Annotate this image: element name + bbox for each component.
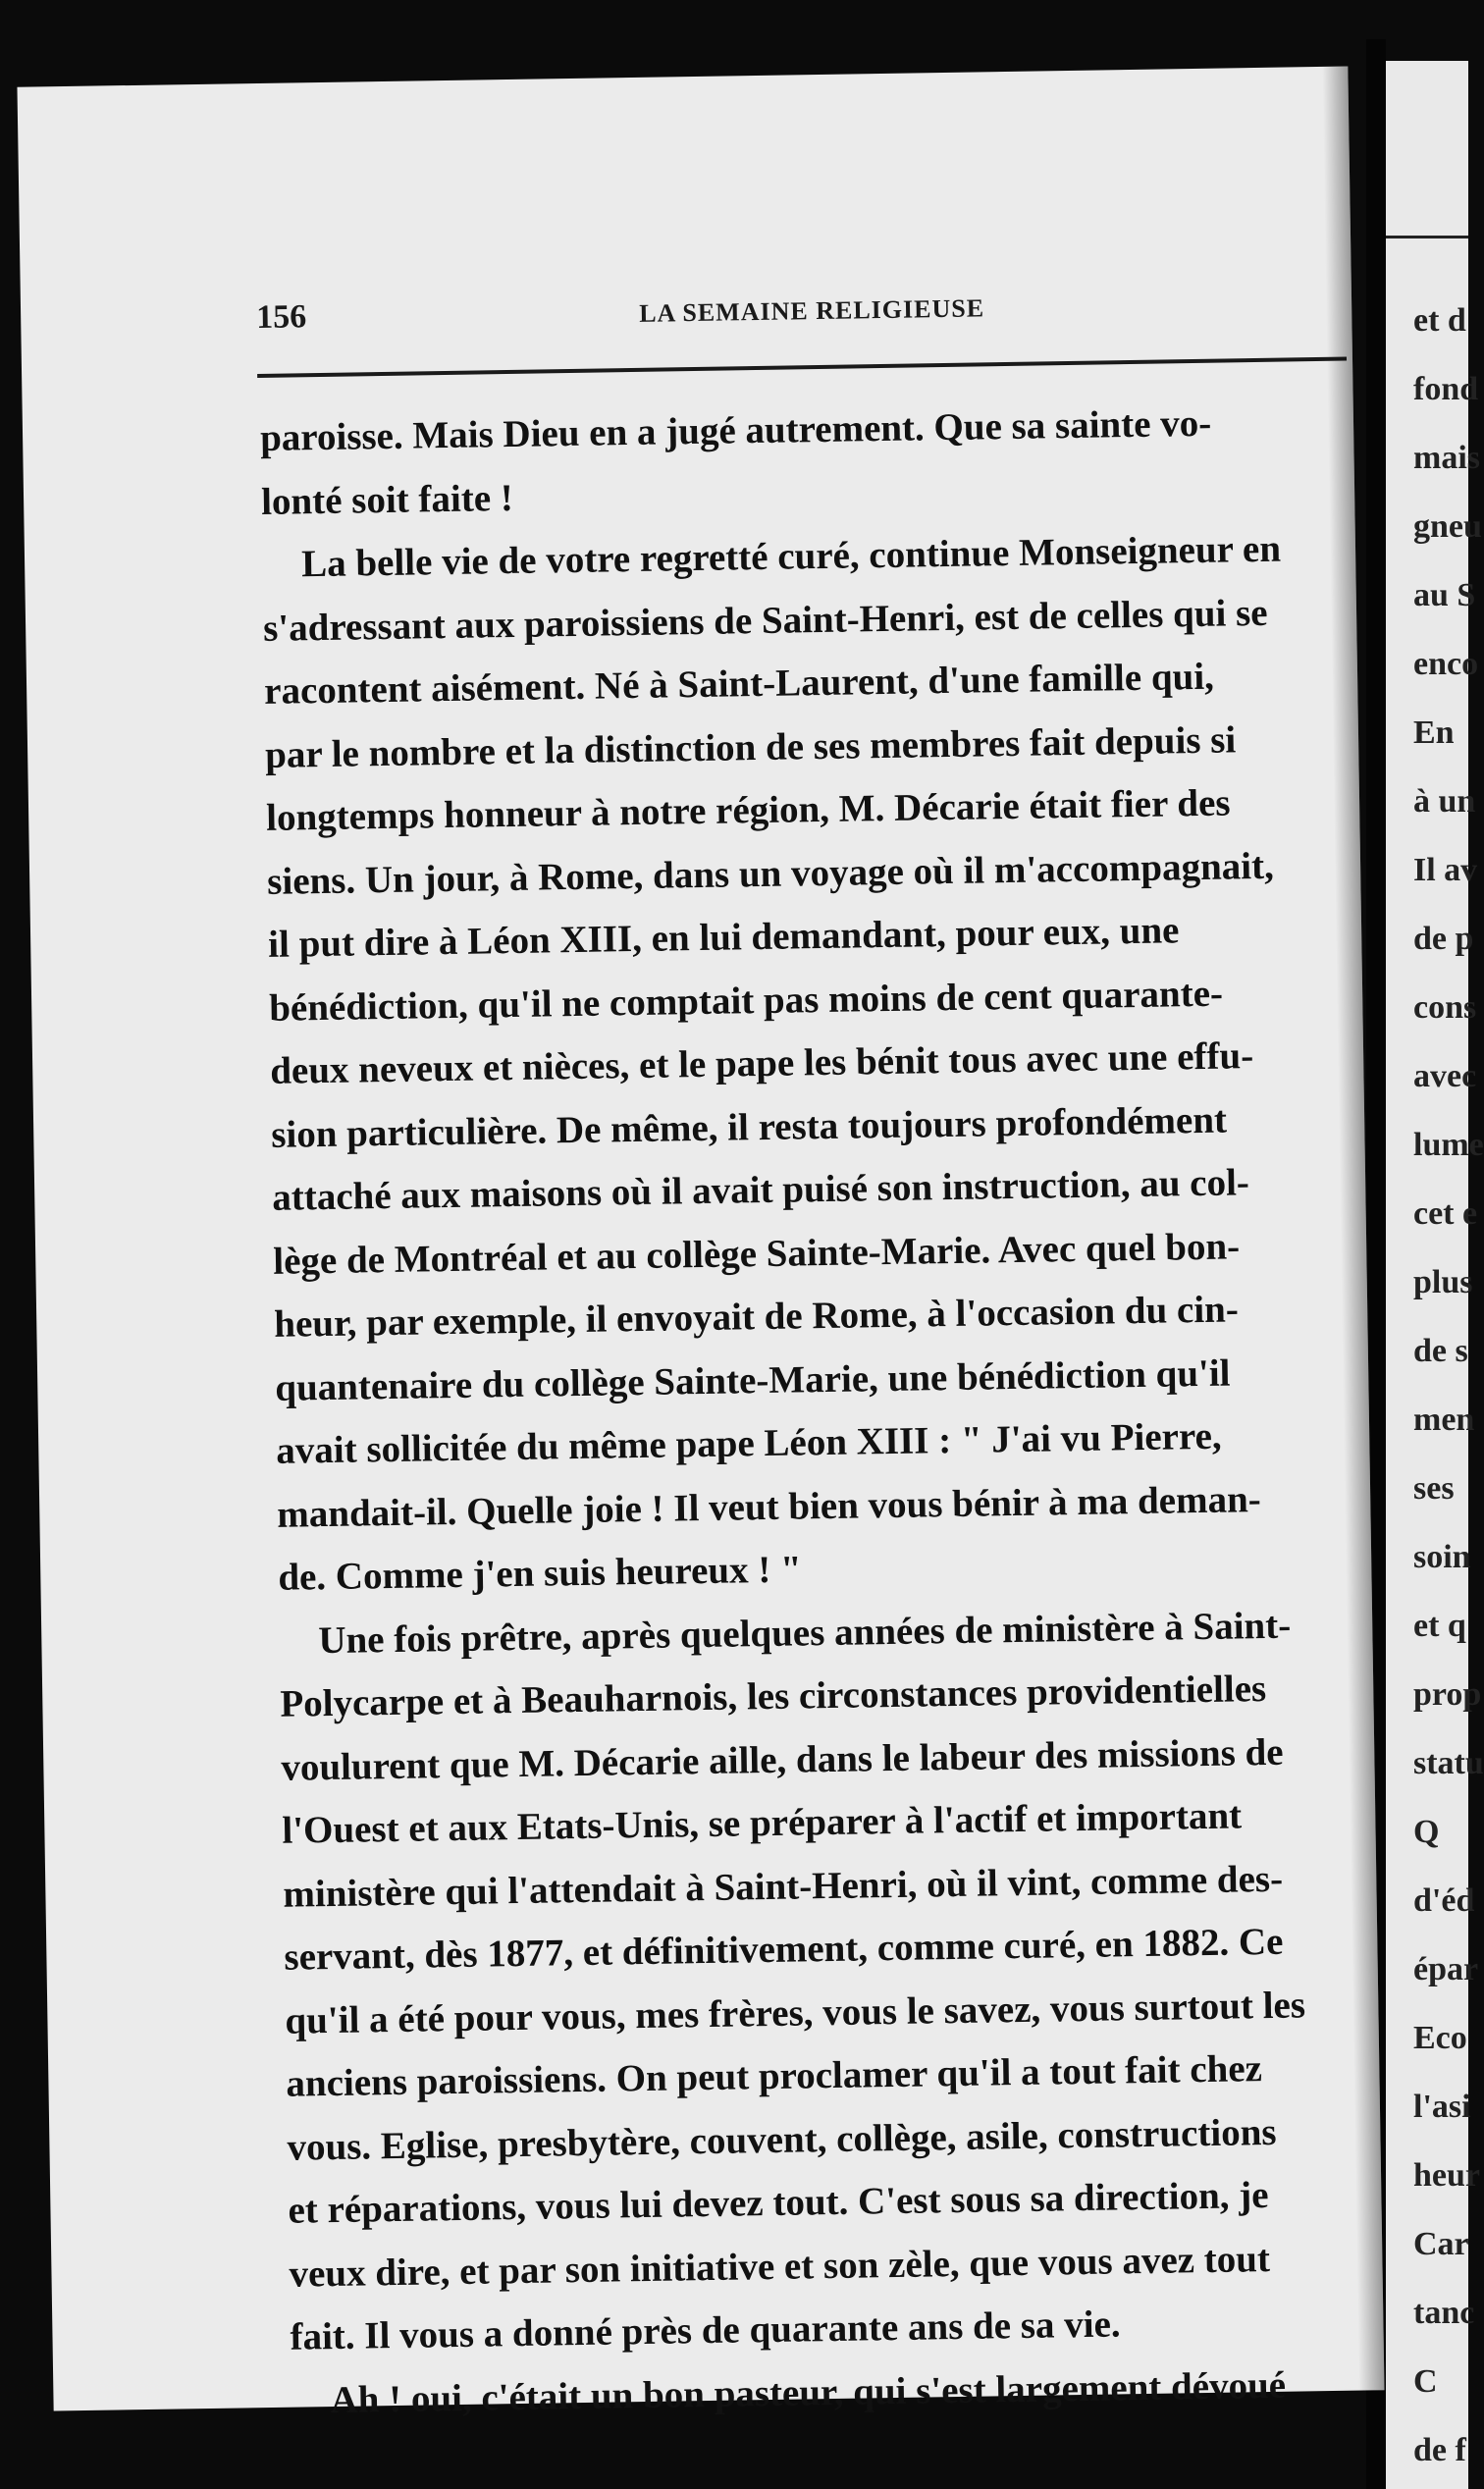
- facing-fragment: gneu: [1413, 508, 1482, 545]
- facing-fragment: Eco: [1413, 2020, 1467, 2056]
- text-line: avait sollicitée du même pape Léon XIII : " J'ai vu Pierre,: [276, 1414, 1222, 1472]
- text-line: anciens paroissiens. On peut proclamer qu'il a tout fait chez: [286, 2047, 1263, 2105]
- text-line: Polycarpe et à Beauharnois, les circonstances providentielles: [280, 1668, 1267, 1725]
- text-line: ministère qui l'attendait à Saint-Henri, où il vint, comme des-: [283, 1857, 1284, 1916]
- header-rule: [257, 357, 1347, 378]
- text-line: par le nombre et la distinction de ses membres fait depuis si: [264, 717, 1237, 776]
- page-header: [256, 283, 1347, 358]
- text-line: quantenaire du collège Sainte-Marie, une bénédiction qu'il: [274, 1351, 1231, 1409]
- text-line: Une fois prêtre, après quelques années de ministère à Saint-: [318, 1604, 1292, 1662]
- text-line: lège de Montréal et au collège Sainte-Marie. Avec quel bon-: [272, 1224, 1241, 1283]
- text-line: servant, dès 1877, et définitivement, comme curé, en 1882. Ce: [284, 1920, 1284, 1979]
- text-line: l'Ouest et aux Etats-Unis, se préparer à l'actif et important: [282, 1794, 1243, 1852]
- facing-fragment: à un: [1413, 783, 1476, 820]
- text-line: paroisse. Mais Dieu en a jugé autrement. Que sa sainte vo-: [259, 401, 1212, 459]
- facing-fragment: Q: [1413, 1814, 1440, 1850]
- facing-fragment: épar: [1413, 1951, 1479, 1987]
- text-line: bénédiction, qu'il ne comptait pas moins de cent quarante-: [268, 972, 1224, 1030]
- text-line: veux dire, et par son initiative et son zèle, que vous avez tout: [289, 2237, 1271, 2296]
- facing-fragment: heur: [1413, 2157, 1480, 2194]
- facing-page: [1386, 61, 1484, 2489]
- facing-fragment: d'éd: [1413, 1882, 1475, 1919]
- facing-fragment: statu: [1413, 1745, 1484, 1781]
- text-line: et réparations, vous lui devez tout. C'est sous sa direction, je: [288, 2174, 1269, 2232]
- facing-fragment: cet e: [1413, 1195, 1478, 1232]
- text-line: il put dire à Léon XIII, en lui demandant, pour eux, une: [267, 909, 1180, 966]
- text-line: lonté soit faite !: [260, 476, 514, 523]
- facing-fragment: soin: [1413, 1539, 1471, 1575]
- facing-fragment: prop: [1413, 1676, 1482, 1713]
- text-line: sion particulière. De même, il resta toujours profondément: [270, 1098, 1228, 1156]
- facing-fragment: de s: [1413, 1333, 1468, 1369]
- facing-fragment: mais: [1413, 440, 1480, 476]
- text-line: heur, par exemple, il envoyait de Rome, à l'occasion du cin-: [273, 1288, 1240, 1346]
- text-line: mandait-il. Quelle joie ! Il veut bien vous bénir à ma deman-: [277, 1477, 1262, 1536]
- facing-fragment: plus: [1413, 1264, 1473, 1300]
- text-line: Ah ! oui, c'était un bon pasteur, qui s'est largement dévoué: [330, 2363, 1287, 2421]
- text-line: s'adressant aux paroissiens de Saint-Henri, est de celles qui se: [262, 591, 1268, 650]
- facing-fragment: En: [1413, 715, 1455, 751]
- facing-fragment: de p: [1413, 921, 1474, 957]
- text-line: racontent aisément. Né à Saint-Laurent, d'une famille qui,: [263, 655, 1215, 713]
- facing-fragment: avec: [1413, 1058, 1477, 1094]
- facing-page-text: [1413, 287, 1484, 2485]
- text-line: longtemps honneur à notre région, M. Décarie était fier des: [265, 781, 1231, 839]
- running-title: LA SEMAINE RELIGIEUSE: [638, 293, 985, 328]
- facing-fragment: C: [1413, 2363, 1438, 2400]
- facing-fragment: cons: [1413, 989, 1477, 1026]
- text-line: La belle vie de votre regretté curé, continue Monseigneur en: [300, 527, 1282, 586]
- text-line: attaché aux maisons où il avait puisé son instruction, au col-: [271, 1161, 1250, 1219]
- book-page: [17, 66, 1384, 2421]
- facing-fragment: ses: [1413, 1470, 1455, 1507]
- facing-fragment: au S: [1413, 577, 1476, 613]
- facing-fragment: l'asi: [1413, 2089, 1471, 2125]
- text-line: deux neveux et nièces, et le pape les bénit tous avec une effu-: [269, 1034, 1254, 1092]
- text-line: fait. Il vous a donné près de quarante ans de sa vie.: [290, 2303, 1121, 2358]
- facing-fragment: Car: [1413, 2226, 1469, 2262]
- facing-fragment: fond: [1413, 371, 1479, 407]
- facing-fragment: Il av: [1413, 852, 1478, 888]
- facing-page-rule: [1386, 236, 1468, 238]
- body-text: [260, 390, 1385, 2432]
- facing-fragment: lume: [1413, 1127, 1484, 1163]
- facing-fragment: men: [1413, 1402, 1475, 1438]
- text-line: voulurent que M. Décarie aille, dans le labeur des missions de: [281, 1730, 1284, 1789]
- facing-fragment: enco: [1413, 646, 1479, 682]
- text-line: qu'il a été pour vous, mes frères, vous le savez, vous surtout les: [285, 1983, 1306, 2042]
- text-line: vous. Eglise, presbytère, couvent, collège, asile, constructions: [287, 2110, 1277, 2169]
- facing-fragment: et d: [1413, 302, 1466, 339]
- text-line: de. Comme j'en suis heureux ! ": [278, 1548, 802, 1599]
- page-number: 156: [255, 298, 307, 336]
- text-line: siens. Un jour, à Rome, dans un voyage où il m'accompagnait,: [266, 844, 1275, 903]
- facing-fragment: tanc: [1413, 2295, 1475, 2331]
- facing-fragment: et q: [1413, 1608, 1466, 1644]
- facing-fragment: de f: [1413, 2432, 1466, 2468]
